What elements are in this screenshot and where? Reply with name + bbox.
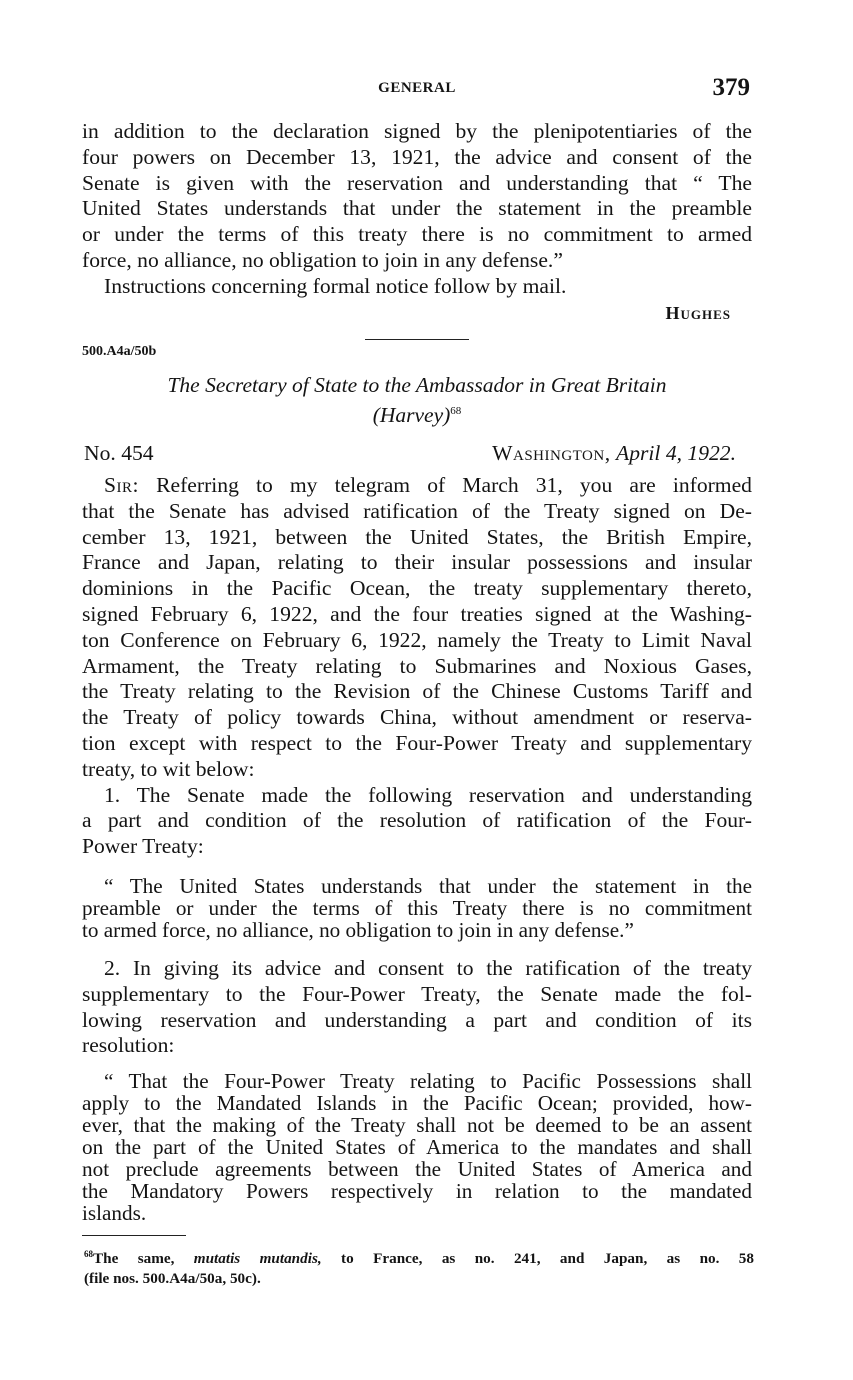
file-number: 500.A4a/50b: [82, 344, 157, 359]
signature: Hughes: [665, 303, 731, 323]
text-line: 1. The Senate made the following reservation and understanding: [104, 782, 752, 807]
text-line: United States understands that under the statement in the preamble: [82, 196, 752, 221]
text-line: the Treaty of policy towards China, without amendment or reserva-: [82, 705, 752, 730]
footnote-line: $^{68}$The same, mutatis mutandis, to France, as no. 241, and Japan, as no. 58: [84, 1249, 754, 1268]
text-line: force, no alliance, no obligation to join in any defense.”: [82, 247, 563, 272]
text-line: ton Conference on February 6, 1922, namely the Treaty to Limit Naval: [82, 627, 752, 652]
page-header: [82, 74, 752, 108]
text-line: the Mandatory Powers respectively in relation to the mandated: [82, 1179, 752, 1203]
text-line: “ The United States understands that under the statement in the: [104, 874, 752, 898]
footnote-reference: 68: [450, 405, 462, 417]
text-line: resolution:: [82, 1033, 175, 1058]
text-line: or under the terms of this treaty there is no commitment to armed: [82, 222, 752, 247]
recipient-name: (Harvey): [372, 403, 451, 428]
text-line: not preclude agreements between the United States of America and: [82, 1157, 752, 1181]
text-line: cember 13, 1921, between the United States, the British Empire,: [82, 524, 752, 549]
place-and-date: [492, 441, 736, 466]
footnote: [84, 1244, 754, 1289]
footnote-divider: [82, 1235, 186, 1236]
text-line: preamble or under the terms of this Treaty there is no commitment: [82, 896, 752, 920]
paragraph-continuation: [82, 119, 752, 300]
text-line: islands.: [82, 1201, 147, 1225]
text-line: the Treaty relating to the Revision of the Chinese Customs Tariff and: [82, 679, 752, 704]
text-line: Instructions concerning formal notice follow by mail.: [104, 273, 567, 298]
text-line: treaty, to wit below:: [82, 756, 255, 781]
text-line: that the Senate has advised ratification of the Treaty signed on De-: [82, 498, 752, 523]
document-title-line: [82, 398, 752, 428]
text-line: to armed force, no alliance, no obligation to join in any defense.”: [82, 918, 634, 942]
document-title-line: The Secretary of State to the Ambassador in Great Britain: [167, 373, 667, 397]
text-line: Sir: Referring to my telegram of March 31, you are informed: [104, 473, 752, 497]
place: Washington,: [492, 441, 611, 465]
text-line: in addition to the declaration signed by the plenipotentiaries of the: [82, 119, 752, 143]
text-line: dominions in the Pacific Ocean, the treaty supplementary thereto,: [82, 576, 752, 601]
block-quote: [82, 1070, 752, 1224]
page-number: 379: [712, 74, 750, 101]
document-number: No. 454: [84, 441, 154, 465]
paragraph: [82, 956, 752, 1059]
date: April 4, 1922.: [616, 441, 736, 465]
text-line: on the part of the United States of America to the mandates and shall: [82, 1135, 752, 1159]
text-line: Power Treaty:: [82, 834, 204, 859]
text-line: four powers on December 13, 1921, the advice and consent of the: [82, 144, 752, 169]
text-line: France and Japan, relating to their insular possessions and insular: [82, 550, 752, 575]
text-line: Senate is given with the reservation and understanding that “ The: [82, 170, 752, 195]
footnote-marker: 68: [84, 1249, 93, 1259]
text-line: supplementary to the Four-Power Treaty, the Senate made the fol-: [82, 981, 752, 1006]
text-line: “ That the Four-Power Treaty relating to Pacific Possessions shall: [104, 1069, 752, 1093]
text-line: Armament, the Treaty relating to Submarines and Noxious Gases,: [82, 653, 752, 678]
text-line: signed February 6, 1922, and the four treaties signed at the Washing-: [82, 601, 752, 626]
text-line: apply to the Mandated Islands in the Pacific Ocean; provided, how-: [82, 1091, 752, 1115]
text-line: 2. In giving its advice and consent to the ratification of the treaty: [104, 956, 752, 980]
block-quote: [82, 875, 752, 941]
footnote-line: (file nos. 500.A4a/50a, 50c).: [84, 1270, 261, 1288]
running-head: GENERAL: [378, 80, 456, 96]
letter-body: [82, 473, 752, 860]
section-divider: [365, 339, 469, 340]
text-line: tion except with respect to the Four-Power Treaty and supplementary: [82, 730, 752, 755]
text-line: ever, that the making of the Treaty shall not be deemed to be an assent: [82, 1113, 752, 1137]
salutation: Sir:: [104, 473, 140, 497]
text-line: lowing reservation and understanding a part and condition of its: [82, 1007, 752, 1032]
dateline: [84, 441, 752, 467]
document-title: [82, 372, 752, 428]
text-line: a part and condition of the resolution of ratification of the Four-: [82, 808, 752, 833]
